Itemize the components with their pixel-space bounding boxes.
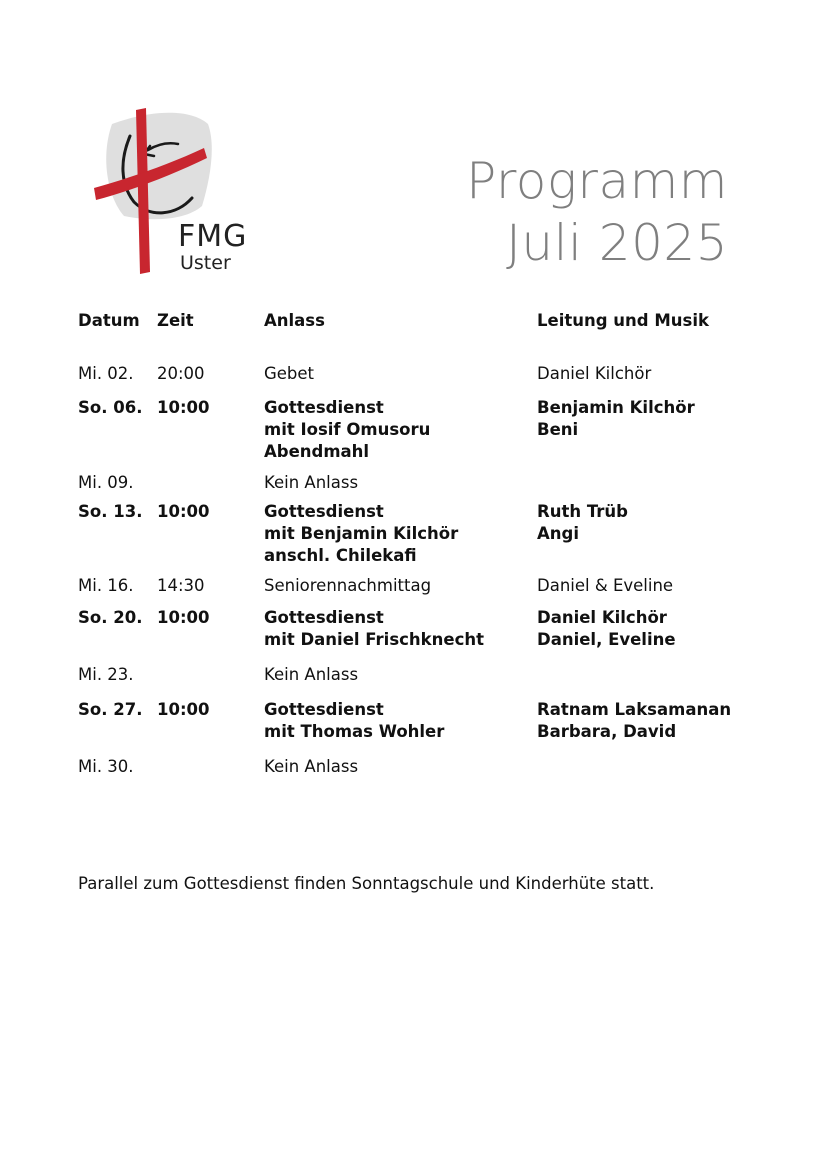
row-lead-line: Daniel Kilchör (537, 608, 667, 627)
row-lead-line: Daniel Kilchör (537, 364, 652, 383)
row-date: Mi. 16. (78, 576, 134, 595)
row-event (264, 472, 358, 494)
row-event (264, 699, 444, 743)
row-lead-line: Daniel & Eveline (537, 576, 674, 595)
row-event (264, 575, 431, 597)
table-row (78, 472, 778, 494)
row-event-line: anschl. Chilekafi (264, 546, 417, 565)
row-event-line: mit Benjamin Kilchör (264, 524, 459, 543)
table-row (78, 397, 778, 463)
row-event-line: Gottesdienst (264, 608, 384, 627)
footer-note: Parallel zum Gottesdienst finden Sonntagschule und Kinderhüte statt. (78, 874, 655, 893)
row-time: 20:00 (157, 364, 205, 383)
row-lead (537, 363, 651, 385)
row-date: So. 27. (78, 700, 143, 719)
header-date: Datum (78, 311, 140, 330)
row-event-line: Abendmahl (264, 442, 370, 461)
row-event-line: Gebet (264, 364, 315, 383)
row-event-line: Gottesdienst (264, 398, 384, 417)
table-row (78, 607, 778, 651)
row-lead-line: Ruth Trüb (537, 502, 628, 521)
row-event-line: mit Daniel Frischknecht (264, 630, 484, 649)
header-lead: Leitung und Musik (537, 311, 709, 330)
row-event (264, 756, 358, 778)
row-event-line: Kein Anlass (264, 473, 359, 492)
row-date: So. 20. (78, 608, 143, 627)
row-event (264, 607, 484, 651)
row-event (264, 397, 430, 463)
table-row (78, 501, 778, 567)
cross-logo-icon (90, 102, 260, 282)
row-event (264, 363, 314, 385)
row-event-line: Seniorennachmittag (264, 576, 432, 595)
row-date: Mi. 23. (78, 665, 134, 684)
row-event-line: Kein Anlass (264, 665, 359, 684)
row-lead (537, 699, 731, 743)
schedule-table (78, 310, 778, 778)
row-lead-line: Ratnam Laksamanan (537, 700, 732, 719)
row-date: Mi. 09. (78, 473, 134, 492)
row-lead-line: Daniel, Eveline (537, 630, 676, 649)
row-time: 10:00 (157, 608, 210, 627)
row-event-line: Gottesdienst (264, 502, 384, 521)
table-row (78, 363, 778, 385)
row-time: 10:00 (157, 398, 210, 417)
row-date: Mi. 02. (78, 364, 134, 383)
row-lead (537, 607, 676, 651)
row-time: 10:00 (157, 700, 210, 719)
row-lead-line: Benjamin Kilchör (537, 398, 695, 417)
row-event (264, 501, 458, 567)
row-lead (537, 575, 673, 597)
table-row (78, 664, 778, 686)
header-event: Anlass (264, 311, 325, 330)
row-event-line: Gottesdienst (264, 700, 384, 719)
row-time: 14:30 (157, 576, 205, 595)
row-lead-line: Barbara, David (537, 722, 677, 741)
logo-name: FMG (178, 219, 248, 254)
table-row (78, 756, 778, 778)
row-lead-line: Angi (537, 524, 579, 543)
fmg-uster-logo (90, 102, 260, 282)
table-row (78, 575, 778, 597)
page-title (466, 150, 728, 274)
row-lead (537, 397, 695, 441)
row-event-line: mit Iosif Omusoru (264, 420, 431, 439)
row-event-line: Kein Anlass (264, 757, 359, 776)
table-header (78, 310, 778, 332)
row-date: So. 06. (78, 398, 143, 417)
table-row (78, 699, 778, 743)
title-line-2: Juli 2025 (506, 214, 728, 272)
table-body (78, 363, 778, 778)
title-line-1: Programm (466, 152, 728, 210)
row-date: Mi. 30. (78, 757, 134, 776)
row-time: 10:00 (157, 502, 210, 521)
logo-location: Uster (180, 252, 231, 274)
row-event (264, 664, 358, 686)
header-time: Zeit (157, 311, 194, 330)
row-lead (537, 501, 628, 545)
row-lead-line: Beni (537, 420, 579, 439)
row-event-line: mit Thomas Wohler (264, 722, 445, 741)
row-date: So. 13. (78, 502, 143, 521)
